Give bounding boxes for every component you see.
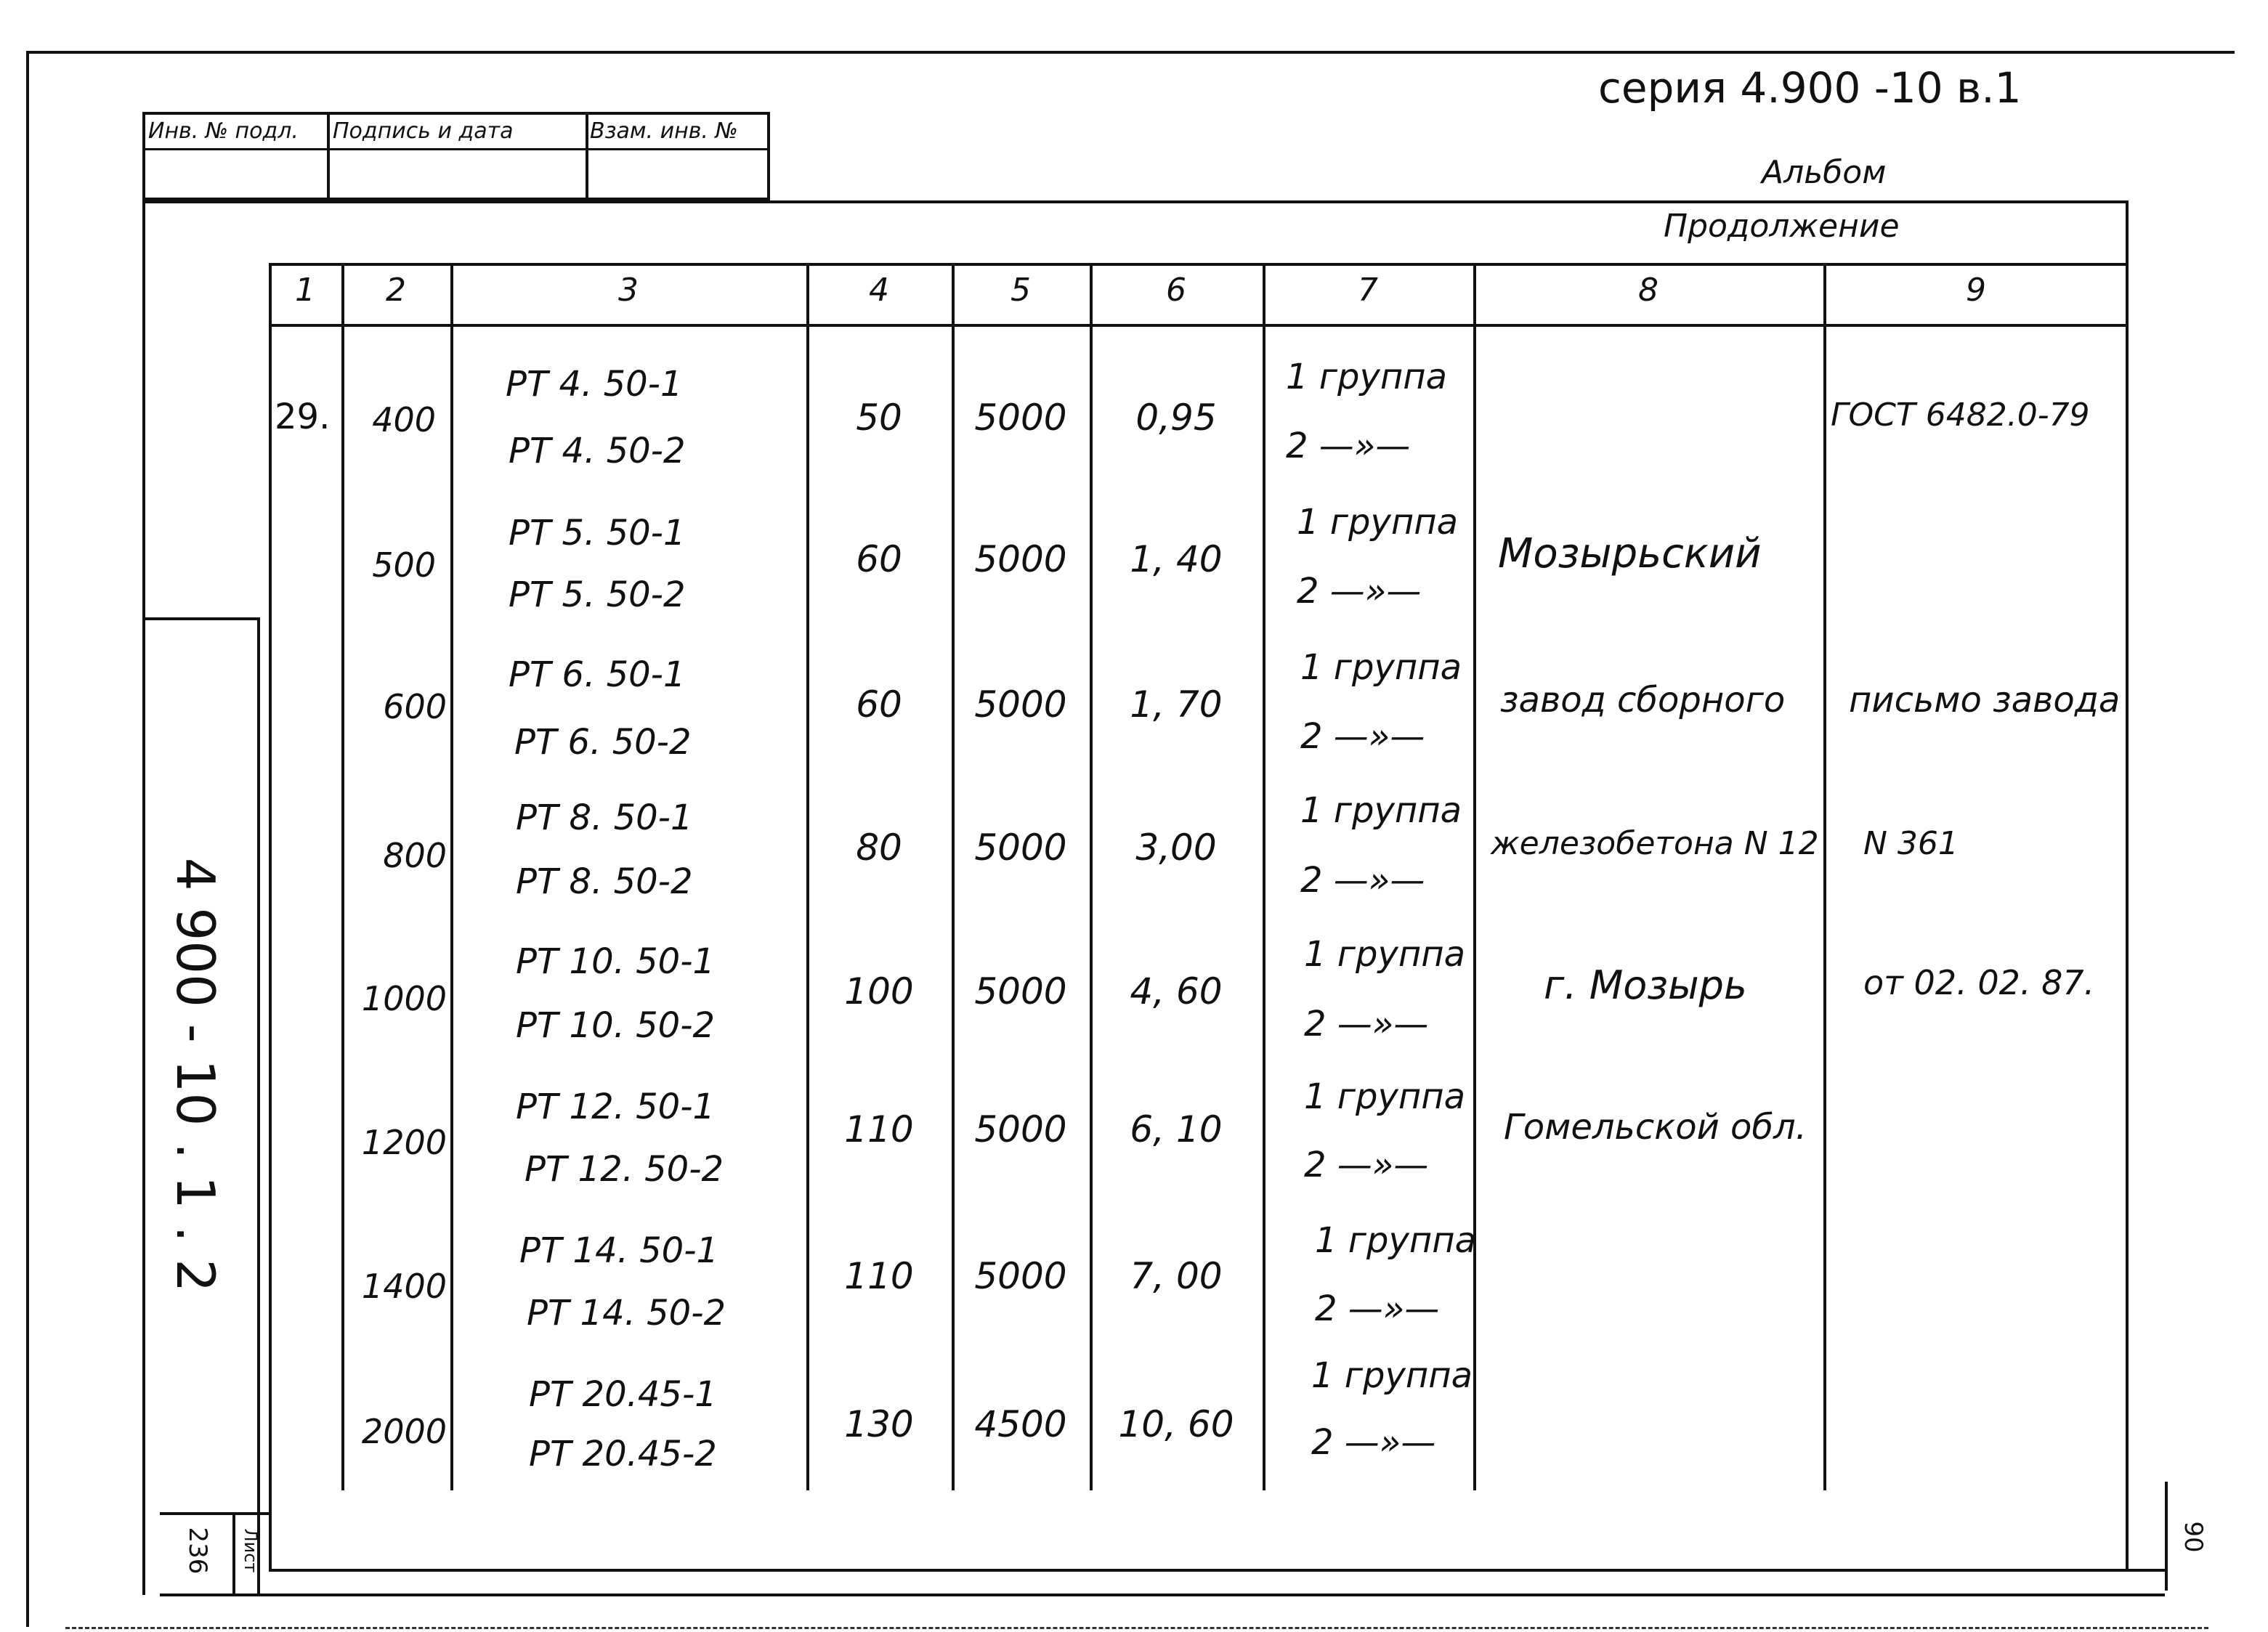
col-header-9: 9 — [1966, 272, 1986, 309]
table-col-line-5 — [1090, 263, 1093, 1490]
col-header-2: 2 — [386, 272, 406, 309]
table-cell-col8: железобетона N 12 — [1491, 825, 1819, 862]
table-cell-col4: 50 — [856, 397, 902, 439]
outer-frame-left — [26, 51, 29, 1627]
table-cell-col7b: 2 —»— — [1286, 426, 1411, 466]
table-cell-col3a: РТ 8. 50-1 — [516, 797, 693, 838]
table-cell-col9: N 361 — [1863, 825, 1959, 862]
table-col-line-7 — [1473, 263, 1476, 1490]
table-cell-col4: 80 — [856, 827, 902, 869]
table-cell-col2: 1400 — [361, 1267, 447, 1306]
table-cell-col4: 130 — [844, 1403, 914, 1445]
table-cell-col3a: РТ 20.45-1 — [529, 1374, 717, 1415]
table-cell-col9: письмо завода — [1849, 680, 2121, 720]
outer-frame-top — [26, 51, 2235, 54]
table-cell-col7a: 1 группа — [1311, 1355, 1473, 1396]
stamp-inv-label: Инв. № подл. — [148, 118, 299, 144]
table-cell-col8: завод сборного — [1500, 680, 1786, 720]
table-cell-col6: 4, 60 — [1130, 970, 1223, 1012]
table-col-line-8 — [1823, 263, 1826, 1490]
table-cell-col7a: 1 группа — [1286, 357, 1448, 397]
outer-frame-bottom — [65, 1627, 2208, 1629]
col-header-6: 6 — [1166, 272, 1186, 309]
table-cell-col4: 110 — [844, 1255, 914, 1297]
table-cell-col7a: 1 группа — [1304, 1076, 1466, 1117]
table-col-line-4 — [952, 263, 955, 1490]
stamp-signature-label: Подпись и дата — [333, 118, 514, 144]
table-col-line-0 — [269, 263, 272, 1570]
table-cell-col7b: 2 —»— — [1297, 571, 1422, 612]
table-cell-col7a: 1 группа — [1315, 1220, 1477, 1261]
continuation-label: Продолжение — [1664, 208, 1900, 245]
table-cell-col8: Гомельской обл. — [1504, 1107, 1807, 1148]
table-cell-col3a: РТ 14. 50-1 — [519, 1230, 719, 1271]
row-number: 29. — [275, 397, 331, 437]
table-top-line — [269, 263, 2129, 266]
table-cell-col2: 1200 — [361, 1123, 447, 1162]
table-cell-col3b: РТ 5. 50-2 — [509, 575, 686, 615]
table-cell-col2: 2000 — [361, 1412, 447, 1451]
sheet-frame-right — [2126, 200, 2129, 1569]
col-header-3: 3 — [618, 272, 639, 309]
table-cell-col2: 1000 — [361, 979, 447, 1018]
table-cell-col7b: 2 —»— — [1311, 1422, 1436, 1463]
table-cell-col7b: 2 —»— — [1304, 1004, 1429, 1044]
table-cell-col3a: РТ 6. 50-1 — [509, 654, 686, 695]
sheet-frame-bottom — [160, 1594, 2165, 1596]
table-cell-col5: 5000 — [974, 397, 1067, 439]
table-cell-col3a: РТ 5. 50-1 — [509, 513, 686, 553]
table-cell-col7a: 1 группа — [1297, 502, 1459, 543]
table-cell-col3a: РТ 4. 50-1 — [506, 364, 683, 405]
col-header-4: 4 — [869, 272, 889, 309]
table-cell-col7b: 2 —»— — [1300, 860, 1425, 901]
sheet-number: 236 — [183, 1527, 212, 1575]
col-header-8: 8 — [1638, 272, 1659, 309]
table-col-line-1 — [341, 263, 344, 1490]
table-cell-col2: 400 — [372, 400, 436, 439]
table-cell-col7b: 2 —»— — [1315, 1288, 1440, 1329]
table-cell-col7a: 1 группа — [1300, 790, 1462, 831]
table-cell-col2: 600 — [383, 687, 447, 726]
stamp-col-line-2 — [586, 112, 588, 200]
table-cell-col2: 500 — [372, 545, 436, 585]
album-label: Альбом — [1762, 154, 1887, 191]
table-cell-col7b: 2 —»— — [1304, 1145, 1429, 1185]
table-header-line — [269, 324, 2129, 327]
table-cell-col3b: РТ 14. 50-2 — [527, 1293, 726, 1333]
table-cell-col5: 5000 — [974, 538, 1067, 580]
stamp-replace-label: Взам. инв. № — [590, 118, 738, 144]
table-cell-col6: 6, 10 — [1130, 1108, 1223, 1150]
series-label: серия 4.900 -10 в.1 — [1598, 63, 2022, 113]
table-cell-col6: 0,95 — [1135, 397, 1217, 439]
table-cell-col5: 5000 — [974, 1255, 1067, 1297]
table-cell-col7b: 2 —»— — [1300, 716, 1425, 757]
table-cell-col6: 3,00 — [1135, 827, 1217, 869]
table-bottom-line — [269, 1569, 2165, 1572]
table-cell-col2: 800 — [383, 836, 447, 875]
table-cell-col4: 60 — [856, 683, 902, 726]
margin-strip-right — [257, 617, 260, 1595]
col-header-5: 5 — [1011, 272, 1031, 309]
right-sheet-number: 90 — [2179, 1521, 2208, 1553]
stamp-divider — [142, 148, 770, 150]
sheet-cell-top — [160, 1512, 269, 1515]
table-cell-col5: 5000 — [974, 683, 1067, 726]
table-cell-col6: 10, 60 — [1118, 1403, 1234, 1445]
table-cell-col3a: РТ 12. 50-1 — [516, 1087, 716, 1127]
table-cell-col4: 100 — [844, 970, 914, 1012]
sheet-label: Лист — [240, 1528, 261, 1573]
table-cell-col9: от 02. 02. 87. — [1863, 963, 2095, 1002]
table-col-line-3 — [806, 263, 809, 1490]
document-code: 4 900 - 10 . 1 . 2 — [165, 857, 226, 1293]
table-cell-col9: ГОСТ 6482.0-79 — [1831, 397, 2090, 434]
table-cell-col4: 60 — [856, 538, 902, 580]
table-cell-col5: 4500 — [974, 1403, 1067, 1445]
sheet-frame-left — [142, 200, 145, 1595]
table-col-line-2 — [450, 263, 453, 1490]
table-cell-col6: 1, 40 — [1130, 538, 1223, 580]
stamp-col-line-1 — [327, 112, 330, 200]
table-cell-col4: 110 — [844, 1108, 914, 1150]
table-cell-col5: 5000 — [974, 970, 1067, 1012]
margin-strip-top — [142, 617, 259, 620]
table-cell-col3b: РТ 12. 50-2 — [525, 1149, 724, 1190]
right-margin-line — [2165, 1482, 2168, 1591]
sheet-frame-top — [142, 200, 2126, 203]
table-cell-col6: 1, 70 — [1130, 683, 1223, 726]
table-cell-col5: 5000 — [974, 827, 1067, 869]
table-cell-col6: 7, 00 — [1130, 1255, 1223, 1297]
table-cell-col3b: РТ 20.45-2 — [529, 1434, 717, 1474]
table-cell-col8: г. Мозырь — [1544, 962, 1747, 1008]
table-col-line-6 — [1263, 263, 1265, 1490]
table-cell-col5: 5000 — [974, 1108, 1067, 1150]
table-cell-col3b: РТ 10. 50-2 — [516, 1005, 716, 1046]
sheet-cell-divider — [232, 1512, 235, 1594]
col-header-7: 7 — [1358, 272, 1378, 309]
table-cell-col3b: РТ 4. 50-2 — [509, 431, 686, 471]
table-cell-col7a: 1 группа — [1304, 934, 1466, 975]
col-header-1: 1 — [295, 272, 315, 309]
table-cell-col3b: РТ 8. 50-2 — [516, 861, 693, 902]
table-cell-col8: Мозырьский — [1498, 530, 1762, 577]
table-cell-col7a: 1 группа — [1300, 647, 1462, 688]
table-cell-col3a: РТ 10. 50-1 — [516, 941, 716, 982]
table-cell-col3b: РТ 6. 50-2 — [514, 722, 692, 763]
